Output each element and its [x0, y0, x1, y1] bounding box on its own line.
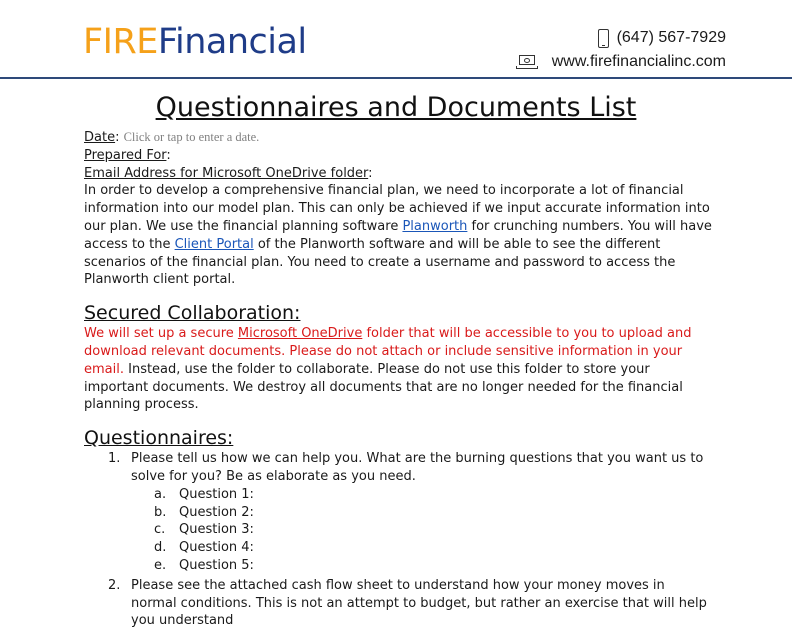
item-text: Please see the attached cash flow sheet to understand how your money moves in normal conditions. This is not an attempt to budget, but rather an exercise that will help you understand: [131, 577, 707, 629]
questionnaires-heading: Questionnaires:: [84, 427, 234, 450]
document-body: [84, 129, 714, 630]
question-label: Question 3:: [179, 522, 254, 538]
item-number: 2.: [108, 577, 121, 593]
secured-paragraph: [84, 325, 714, 414]
list-item: [154, 557, 714, 575]
onedrive-link[interactable]: Microsoft OneDrive: [237, 326, 363, 342]
intro-text-1: In order to develop a comprehensive financial plan, we need to incorporate a lot of financial information into our model plan. This can only be achieved if we input accurate information into our plan. We use the financial planning software: [84, 183, 710, 234]
document-title: Questionnaires and Documents List: [155, 92, 637, 123]
contact-block: [516, 26, 726, 74]
question-label: Question 2:: [179, 504, 254, 520]
question-sublist: [154, 486, 714, 575]
list-item: [154, 539, 714, 557]
secured-red-text-2: folder that will be accessible to you to upload and download relevant documents. Please do not attach or include sensitive information in your email.: [84, 326, 692, 377]
date-picker-placeholder[interactable]: Click or tap to enter a date.: [123, 130, 260, 144]
item-number: 1.: [108, 451, 121, 467]
secured-collaboration-heading: Secured Collaboration:: [84, 302, 301, 325]
secured-text-rest: Instead, use the folder to collaborate. Please do not use this folder to store your important documents. We destroy all documents that are no longer needed for the financial planning process.: [84, 361, 683, 413]
list-item: [154, 504, 714, 522]
list-item: [154, 521, 714, 539]
list-item: [108, 450, 714, 575]
intro-text-3: of the Planworth software and will be able to see the different scenarios of the financial plan. You need to create a username and password to access the Planworth client portal.: [84, 236, 676, 288]
item-letter: a.: [154, 486, 167, 502]
website-row: [516, 50, 726, 74]
phone-icon: [598, 29, 609, 48]
intro-paragraph: [84, 182, 714, 289]
questionnaire-list: [108, 450, 714, 630]
intro-text-2: for crunching numbers. You will have access to the: [84, 218, 712, 252]
question-label: Question 4:: [179, 540, 254, 556]
email-field: Email Address for Microsoft OneDrive folder:: [84, 165, 373, 181]
laptop-icon: [516, 55, 538, 69]
item-letter: c.: [154, 522, 166, 538]
secured-red-text-1: We will set up a secure: [84, 326, 238, 342]
prepared-for-label: Prepared For: [84, 147, 167, 163]
list-item: [108, 577, 714, 630]
item-letter: b.: [154, 504, 167, 520]
phone-number: (647) 567-7929: [616, 29, 726, 46]
date-field: Date: Click or tap to enter a date.: [84, 130, 260, 145]
item-letter: d.: [154, 540, 167, 556]
logo-financial-text: Financial: [157, 22, 307, 62]
prepared-for-field: Prepared For:: [84, 147, 171, 163]
logo-fire-text: FIRE: [83, 22, 158, 62]
company-logo: [83, 22, 307, 62]
website-url[interactable]: www.firefinancialinc.com: [551, 53, 726, 70]
planworth-link[interactable]: Planworth: [402, 218, 468, 234]
phone-row: [516, 26, 726, 50]
date-label: Date: [84, 130, 116, 145]
header-divider: [0, 77, 792, 79]
client-portal-link[interactable]: Client Portal: [174, 236, 254, 252]
item-letter: e.: [154, 557, 167, 573]
list-item: [154, 486, 714, 504]
item-text: Please tell us how we can help you. What are the burning questions that you want us to solve for you? Be as elaborate as you need.: [131, 451, 704, 484]
question-label: Question 1:: [179, 486, 254, 502]
question-label: Question 5:: [179, 557, 254, 573]
email-label: Email Address for Microsoft OneDrive folder: [84, 165, 369, 181]
